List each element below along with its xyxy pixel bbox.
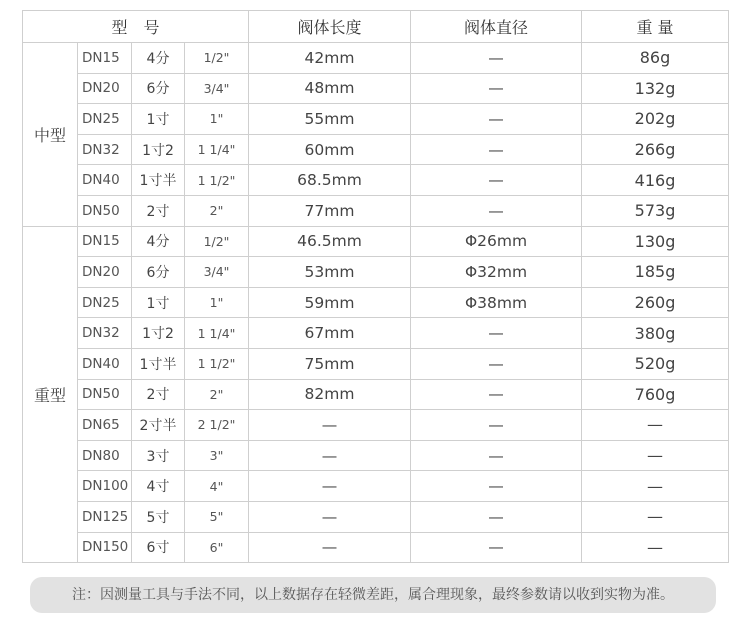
cell-body-length: 55mm xyxy=(249,104,411,135)
cell-weight: 266g xyxy=(582,134,729,165)
cell-fen-size: 4寸 xyxy=(132,471,185,502)
cell-weight: — xyxy=(582,471,729,502)
table-row xyxy=(23,165,729,196)
cell-weight: — xyxy=(582,440,729,471)
cell-inch-size: 1" xyxy=(185,287,249,318)
cell-weight: 520g xyxy=(582,348,729,379)
cell-inch-size: 1 1/4" xyxy=(185,318,249,349)
cell-inch-size: 3/4" xyxy=(185,73,249,104)
cell-fen-size: 2寸 xyxy=(132,379,185,410)
cell-inch-size: 2" xyxy=(185,195,249,226)
cell-dn: DN40 xyxy=(78,165,132,196)
cell-body-diameter: Φ32mm xyxy=(411,257,582,288)
cell-body-length: — xyxy=(249,501,411,532)
cell-body-diameter: — xyxy=(411,440,582,471)
cell-fen-size: 1寸2 xyxy=(132,134,185,165)
cell-body-diameter: Φ38mm xyxy=(411,287,582,318)
cell-inch-size: 1/2" xyxy=(185,43,249,74)
cell-body-diameter: — xyxy=(411,379,582,410)
header-weight: 重 量 xyxy=(582,11,729,43)
cell-body-length: 82mm xyxy=(249,379,411,410)
cell-body-diameter: — xyxy=(411,318,582,349)
cell-dn: DN15 xyxy=(78,226,132,257)
cell-weight: 185g xyxy=(582,257,729,288)
cell-weight: 86g xyxy=(582,43,729,74)
cell-body-diameter: — xyxy=(411,73,582,104)
cell-body-length: — xyxy=(249,532,411,563)
cell-body-length: 75mm xyxy=(249,348,411,379)
table-row xyxy=(23,195,729,226)
cell-dn: DN50 xyxy=(78,195,132,226)
cell-fen-size: 4分 xyxy=(132,226,185,257)
table-row xyxy=(23,104,729,135)
cell-dn: DN25 xyxy=(78,104,132,135)
cell-dn: DN125 xyxy=(78,501,132,532)
cell-body-length: 46.5mm xyxy=(249,226,411,257)
cell-weight: 202g xyxy=(582,104,729,135)
table-row xyxy=(23,73,729,104)
table-row xyxy=(23,287,729,318)
cell-inch-size: 3/4" xyxy=(185,257,249,288)
cell-weight: 760g xyxy=(582,379,729,410)
cell-body-length: — xyxy=(249,471,411,502)
cell-fen-size: 1寸 xyxy=(132,287,185,318)
cell-weight: 573g xyxy=(582,195,729,226)
cell-dn: DN20 xyxy=(78,73,132,104)
cell-body-diameter: — xyxy=(411,165,582,196)
cell-fen-size: 2寸 xyxy=(132,195,185,226)
table-row xyxy=(23,318,729,349)
cell-weight: 130g xyxy=(582,226,729,257)
cell-body-diameter: — xyxy=(411,134,582,165)
cell-fen-size: 1寸2 xyxy=(132,318,185,349)
cell-body-diameter: — xyxy=(411,471,582,502)
cell-body-length: — xyxy=(249,410,411,441)
cell-body-diameter: — xyxy=(411,104,582,135)
cell-dn: DN32 xyxy=(78,318,132,349)
cell-inch-size: 2" xyxy=(185,379,249,410)
cell-body-diameter: — xyxy=(411,348,582,379)
cell-fen-size: 6分 xyxy=(132,257,185,288)
cell-weight: — xyxy=(582,532,729,563)
cell-fen-size: 1寸 xyxy=(132,104,185,135)
table-row xyxy=(23,532,729,563)
cell-inch-size: 3" xyxy=(185,440,249,471)
cell-dn: DN65 xyxy=(78,410,132,441)
cell-dn: DN20 xyxy=(78,257,132,288)
cell-body-diameter: — xyxy=(411,532,582,563)
cell-fen-size: 1寸半 xyxy=(132,165,185,196)
cell-body-length: 48mm xyxy=(249,73,411,104)
table-row xyxy=(23,440,729,471)
table-row xyxy=(23,501,729,532)
cell-weight: — xyxy=(582,501,729,532)
cell-dn: DN32 xyxy=(78,134,132,165)
table-row xyxy=(23,471,729,502)
cell-fen-size: 5寸 xyxy=(132,501,185,532)
cell-fen-size: 2寸半 xyxy=(132,410,185,441)
table-row xyxy=(23,134,729,165)
cell-weight: 132g xyxy=(582,73,729,104)
cell-fen-size: 3寸 xyxy=(132,440,185,471)
cell-body-diameter: Φ26mm xyxy=(411,226,582,257)
cell-inch-size: 1 1/2" xyxy=(185,348,249,379)
table-row xyxy=(23,257,729,288)
cell-body-length: 59mm xyxy=(249,287,411,318)
cell-body-diameter: — xyxy=(411,43,582,74)
cell-weight: — xyxy=(582,410,729,441)
cell-body-diameter: — xyxy=(411,410,582,441)
cell-weight: 260g xyxy=(582,287,729,318)
cell-inch-size: 1" xyxy=(185,104,249,135)
cell-body-diameter: — xyxy=(411,501,582,532)
cell-inch-size: 2 1/2" xyxy=(185,410,249,441)
cell-body-length: 68.5mm xyxy=(249,165,411,196)
cell-inch-size: 4" xyxy=(185,471,249,502)
header-length: 阀体长度 xyxy=(249,11,411,43)
cell-body-length: 53mm xyxy=(249,257,411,288)
table-body xyxy=(23,43,729,563)
header-diameter: 阀体直径 xyxy=(411,11,582,43)
cell-inch-size: 5" xyxy=(185,501,249,532)
cell-body-diameter: — xyxy=(411,195,582,226)
cell-body-length: 77mm xyxy=(249,195,411,226)
header-model: 型 号 xyxy=(23,11,249,43)
group-type-label: 中型 xyxy=(23,43,78,227)
cell-fen-size: 1寸半 xyxy=(132,348,185,379)
disclaimer-note: 注：因测量工具与手法不同，以上数据存在轻微差距，属合理现象，最终参数请以收到实物为准。 xyxy=(30,577,716,613)
cell-fen-size: 4分 xyxy=(132,43,185,74)
cell-fen-size: 6分 xyxy=(132,73,185,104)
cell-inch-size: 1 1/2" xyxy=(185,165,249,196)
table-row xyxy=(23,410,729,441)
cell-body-length: — xyxy=(249,440,411,471)
cell-dn: DN80 xyxy=(78,440,132,471)
cell-dn: DN40 xyxy=(78,348,132,379)
cell-inch-size: 1 1/4" xyxy=(185,134,249,165)
cell-inch-size: 6" xyxy=(185,532,249,563)
cell-dn: DN100 xyxy=(78,471,132,502)
cell-body-length: 42mm xyxy=(249,43,411,74)
cell-dn: DN150 xyxy=(78,532,132,563)
cell-body-length: 60mm xyxy=(249,134,411,165)
table-header-row xyxy=(23,11,729,43)
cell-body-length: 67mm xyxy=(249,318,411,349)
cell-fen-size: 6寸 xyxy=(132,532,185,563)
cell-dn: DN25 xyxy=(78,287,132,318)
table-row xyxy=(23,348,729,379)
cell-dn: DN50 xyxy=(78,379,132,410)
spec-table xyxy=(22,10,729,563)
table-row xyxy=(23,226,729,257)
cell-weight: 416g xyxy=(582,165,729,196)
cell-inch-size: 1/2" xyxy=(185,226,249,257)
group-type-label: 重型 xyxy=(23,226,78,563)
cell-dn: DN15 xyxy=(78,43,132,74)
table-row xyxy=(23,43,729,74)
cell-weight: 380g xyxy=(582,318,729,349)
table-row xyxy=(23,379,729,410)
